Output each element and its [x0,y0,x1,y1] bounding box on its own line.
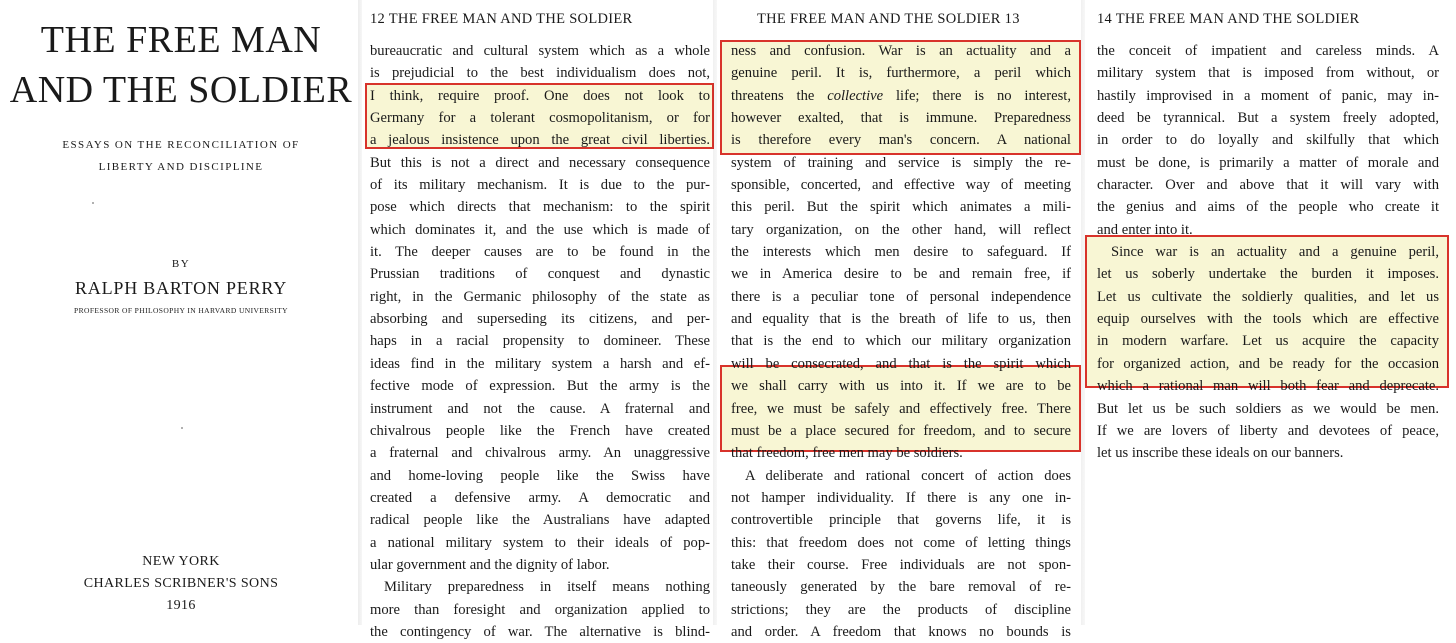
text-line: deed be tyrannical. But a system freely adopted, [1097,110,1439,127]
text-line: I think, require proof. One does not look to [370,87,710,104]
text-line: But this is not a direct and necessary consequence [370,154,710,171]
text-line: equip ourselves with the tools which are effective [1097,311,1439,328]
text-line: Since war is an actuality and a genuine peril, [1111,244,1439,261]
text-line: this peril. But the spirit which animates a mili- [731,199,1071,216]
by-label: BY [171,258,191,270]
text-line: and enter into it. [1097,221,1193,238]
text-line: If we are lovers of liberty and devotees of peace, [1097,422,1439,439]
text-line: ness and confusion. War is an actuality and a [731,43,1071,59]
text-line: A deliberate and rational concert of action does [745,467,1071,484]
text-line: chivalrous people like the French have created [370,422,710,439]
text-line: a jealous insistence upon the great civil liberties. [370,132,710,149]
text-line: we in America desire to be and remain free, if [731,266,1071,283]
text-line: system of training and service is simply the re- [731,154,1071,171]
text-line: Germany for a tolerant cosmopolitanism, or for [370,110,710,127]
text-line: is therefore every man's concern. A national [731,132,1071,149]
author-name: RALPH BARTON PERRY [74,278,288,298]
page-text [1097,40,1439,465]
text-line: will be consecrated, and that is the spirit which [731,355,1071,372]
title-page [0,0,362,625]
print-speck [181,427,183,429]
text-line: and home-loving people like the Swiss have [370,467,710,484]
subtitle-line-2: LIBERTY AND DISCIPLINE [98,161,264,173]
text-line: more than foresight and organization applied to [370,601,710,618]
running-header: THE FREE MAN AND THE SOLDIER 13 [757,11,1020,27]
text-line: pose which directs that mechanism: to the spirit [370,199,710,216]
text-line: we shall carry with us into it. If we are to be [731,378,1071,395]
text-line: But let us be such soldiers as we would be men. [1097,400,1439,417]
author-affiliation: PROFESSOR OF PHILOSOPHY IN HARVARD UNIVERSITY [74,306,288,315]
text-line: Military preparedness in itself means nothing [384,579,710,596]
page-text [731,40,1071,643]
text-line: right, in the Germanic philosophy of the state as [370,288,710,305]
text-line: Prussian traditions of conquest and dynastic [370,266,710,283]
text-line: the genius and aims of the people who create it [1097,199,1439,216]
subtitle-line-1: ESSAYS ON THE RECONCILIATION OF [62,139,300,151]
text-line: strictions; they are the products of discipline [731,601,1071,618]
text-line: not hamper individuality. If there is any one in- [731,489,1071,506]
publisher-city: NEW YORK [142,554,220,569]
text-line: taneously generated by the bare removal of re- [731,579,1071,596]
text-line: which a rational man will both fear and deprecate. [1097,378,1439,395]
text-line: the contingency of war. The alternative is blind- [370,623,710,640]
publisher-name: CHARLES SCRIBNER'S SONS [83,576,279,591]
text-line: and equality that is the breath of life to us, then [731,311,1071,328]
text-line: fective mode of expression. But the army is the [370,378,710,395]
text-line: Let us cultivate the soldierly qualities, and let us [1097,288,1439,305]
text-line: military system that is imposed from without, or [1097,65,1439,82]
publication-year: 1916 [166,598,196,613]
text-line: for organized action, and be ready for the occasion [1097,355,1439,372]
text-line: the interests which men desire to safeguard. If [731,244,1071,261]
running-header: 14 THE FREE MAN AND THE SOLDIER [1097,11,1360,27]
text-line: let us soberly undertake the burden it imposes. [1097,266,1439,283]
running-header: 12 THE FREE MAN AND THE SOLDIER [370,11,633,27]
text-line: however exalted, that is immune. Preparedness [731,110,1071,127]
text-line: must be a place secured for freedom, and to secure [731,422,1071,439]
text-line: the conceit of impatient and careless minds. A [1097,43,1439,59]
text-line: tary organization, on the other hand, will reflect [731,221,1071,238]
text-line: controvertible principle that governs life, it is [731,512,1071,529]
text-line: of its military mechanism. It is due to the pur- [370,177,710,194]
text-line: that is the end to which our military organization [731,333,1071,350]
page-14 [1085,0,1456,625]
text-line: that freedom, free men may be soldiers. [731,445,963,462]
text-line: genuine peril. It is, furthermore, a peril which [731,65,1071,82]
text-line: in modern warfare. Let us acquire the capacity [1097,333,1439,350]
text-line: threatens the collective life; there is no interest, [731,87,1071,104]
text-line: is prejudicial to the best individualism does not, [370,65,710,82]
text-line: bureaucratic and cultural system which as a whole [370,43,710,59]
text-line: this: that freedom does not come of letting things [731,534,1071,551]
page-13 [717,0,1085,640]
print-speck [92,202,94,204]
text-line: radical people like the Australians have adapted [370,512,710,529]
text-line: instrument and not the cause. A fraternal and [370,400,710,417]
text-line: haps in a racial propensity to domineer. These [370,333,710,350]
text-line: there is a peculiar tone of personal independence [731,288,1071,305]
emphasis-word: collective [827,87,884,104]
text-line: ular government and the dignity of labor. [370,556,610,573]
text-line: must be done, is primarily a matter of morale and [1097,154,1439,171]
page-text [370,40,710,643]
text-line: in order to do loyally and skilfully that which [1097,132,1439,149]
text-line: and order. A freedom that knows no bounds is [731,623,1071,640]
text-line: it. The deeper causes are to be found in the [370,244,710,261]
text-line: hastily improvised in a moment of panic, may in- [1097,87,1439,104]
text-line: absorbing and superseding its citizens, and per- [370,311,710,328]
text-line: a national military system to their ideals of pop- [370,534,710,551]
text-line: character. Over and above that it will vary with [1097,177,1439,194]
book-title-line-1: THE FREE MAN [40,19,322,61]
page-12 [362,0,717,640]
text-line: free, we must be safely and effectively free. There [731,400,1071,417]
text-line: a fraternal and chivalrous army. An unaggressive [370,445,710,462]
text-line: sponsible, concerted, and effective way of meeting [731,177,1071,194]
book-title-line-2: AND THE SOLDIER [9,69,353,111]
text-line: ideas find in the military system a harsh and ef- [370,355,710,372]
text-line: created a defensive army. A democratic and [370,489,710,506]
text-line: take their course. Free individuals are not spon- [731,556,1071,573]
text-line: which dominates it, and the use which is made of [370,221,710,238]
text-line: let us inscribe these ideals on our banners. [1097,445,1344,462]
